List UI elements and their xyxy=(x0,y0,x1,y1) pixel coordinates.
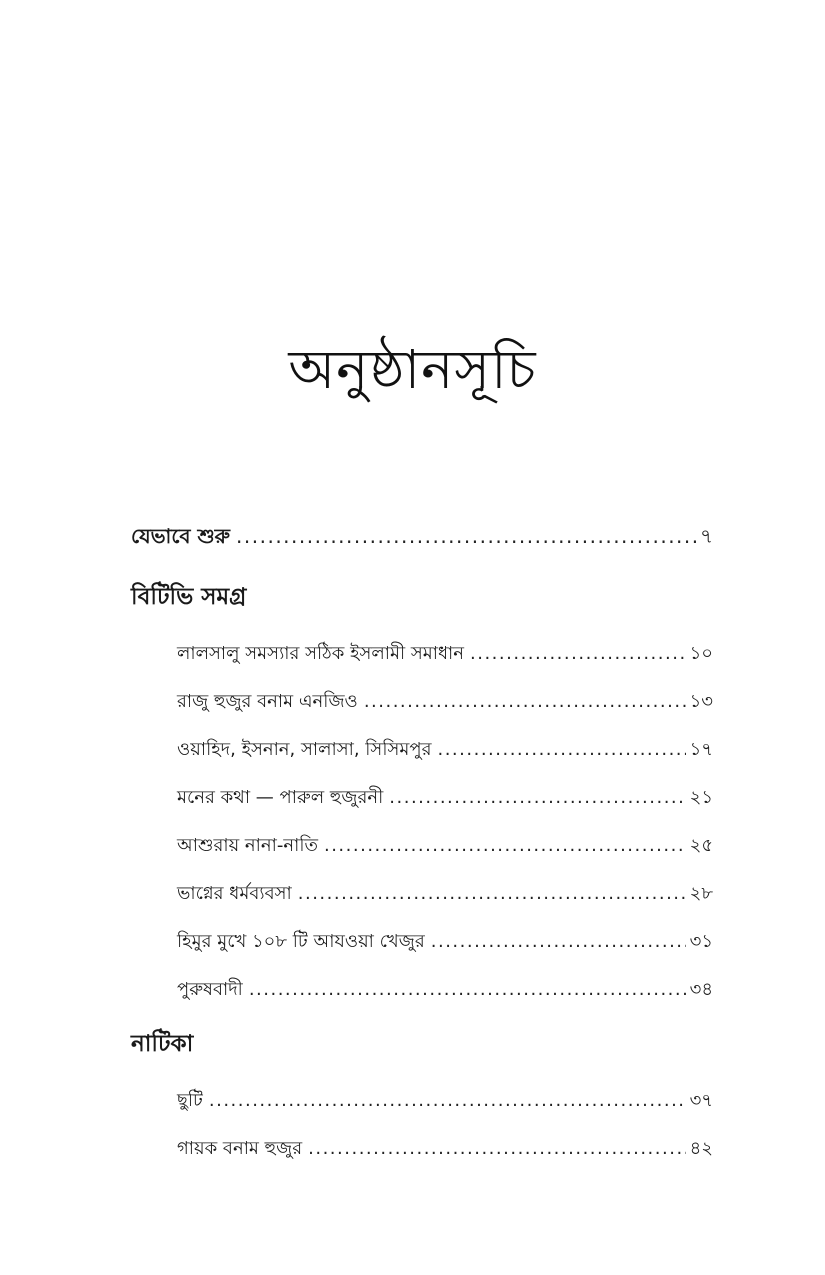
toc-entry[interactable] xyxy=(177,1134,713,1165)
dot-leader xyxy=(308,1138,685,1159)
toc-entry-label: যেভাবে শুরু xyxy=(131,524,231,548)
toc-entry-label: পুরুষবাদী xyxy=(177,979,243,1000)
toc-page-number: ৩১ xyxy=(689,931,713,952)
dot-leader xyxy=(249,979,686,1000)
dot-leader xyxy=(431,931,686,952)
page-title: অনুষ্ঠানসূচি xyxy=(288,338,537,401)
toc-page-number: ২১ xyxy=(689,787,713,808)
toc-page-number: ৩৪ xyxy=(689,979,713,1000)
toc-page-number: ৪২ xyxy=(689,1138,713,1159)
toc-page-number: ৩৭ xyxy=(689,1090,713,1111)
toc-entry[interactable] xyxy=(177,783,713,814)
toc-entry[interactable] xyxy=(177,927,713,958)
section-heading-natika: নাটিকা xyxy=(131,1031,194,1057)
dot-leader xyxy=(470,643,686,664)
dot-leader xyxy=(364,691,686,712)
toc-page-number: ২৮ xyxy=(689,883,713,904)
toc-entry-label: লালসালু সমস্যার সঠিক ইসলামী সমাধান xyxy=(177,643,465,664)
dot-leader xyxy=(236,524,696,548)
toc-entry-label: ছুটি xyxy=(177,1090,203,1111)
toc-entry[interactable] xyxy=(177,831,713,862)
toc-entry-label: ওয়াহিদ, ইসনান, সালাসা, সিসিমপুর xyxy=(177,739,432,760)
toc-entry-intro[interactable] xyxy=(131,522,713,555)
dot-leader xyxy=(389,787,685,808)
toc-entry[interactable] xyxy=(177,975,713,1006)
toc-entry[interactable] xyxy=(177,879,713,910)
dot-leader xyxy=(324,835,686,856)
toc-entry-label: রাজু হুজুর বনাম এনজিও xyxy=(177,691,358,712)
toc-entry-label: ভাগ্নের ধর্মব্যবসা xyxy=(177,883,292,904)
toc-entry-label: আশুরায় নানা-নাতি xyxy=(177,835,318,856)
toc-entry-label: গায়ক বনাম হুজুর xyxy=(177,1138,303,1159)
toc-page-number: ২৫ xyxy=(689,835,713,856)
toc-page-number: ১০ xyxy=(689,643,713,664)
toc-page-number: ১৩ xyxy=(689,691,713,712)
toc-page-number: ১৭ xyxy=(689,739,713,760)
toc-entry-label: মনের কথা — পারুল হুজুরনী xyxy=(177,787,384,808)
section-heading-btv: বিটিভি সমগ্র xyxy=(131,584,247,610)
toc-entry[interactable] xyxy=(177,687,713,718)
toc-entry-label: হিমুর মুখে ১০৮ টি আযওয়া খেজুর xyxy=(177,931,425,952)
dot-leader xyxy=(209,1090,686,1111)
dot-leader xyxy=(437,739,685,760)
toc-entry[interactable] xyxy=(177,735,713,766)
toc-entry[interactable] xyxy=(177,1086,713,1117)
dot-leader xyxy=(298,883,686,904)
toc-page-number: ৭ xyxy=(699,524,713,548)
toc-entry[interactable] xyxy=(177,639,713,670)
